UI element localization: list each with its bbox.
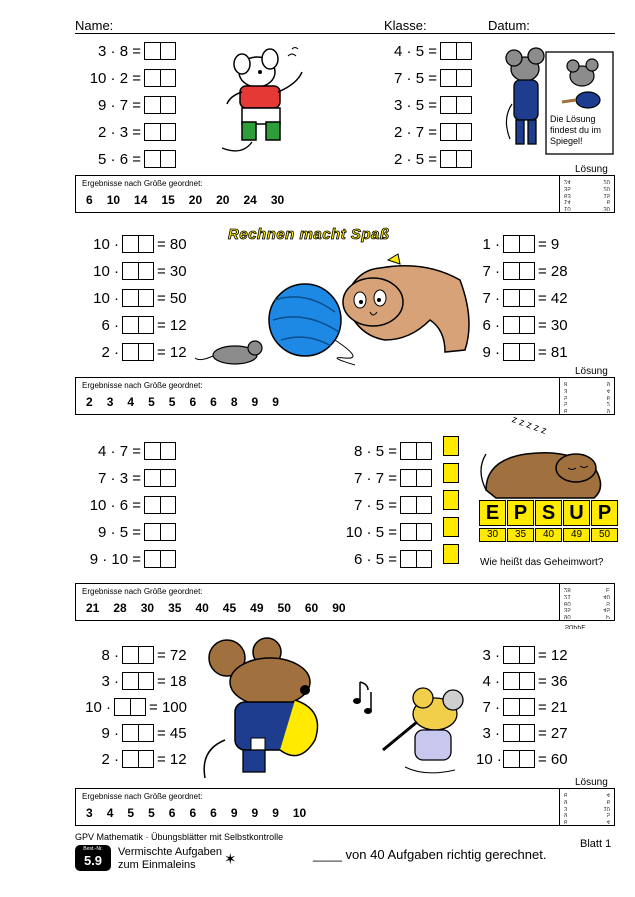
mirrored-solution xyxy=(559,584,614,620)
answer-input-boxes[interactable] xyxy=(503,316,535,334)
exercise-factor: 9 · xyxy=(482,343,500,361)
result-number: 8 xyxy=(230,395,238,409)
result-number: 6 xyxy=(189,806,197,820)
answer-input-boxes[interactable] xyxy=(122,750,154,768)
result-number: 6 xyxy=(210,395,217,409)
result-box-1 xyxy=(75,175,615,213)
answer-input-boxes[interactable] xyxy=(122,646,154,664)
result-number: 20 xyxy=(188,193,203,207)
order-number: 5.9 xyxy=(83,853,103,868)
exercise-row xyxy=(476,722,568,744)
result-number: 10 xyxy=(292,806,307,820)
exercise-factor: 3 · xyxy=(101,672,119,690)
exercise-row xyxy=(75,314,187,336)
code-box[interactable] xyxy=(443,436,459,456)
exercise-factor: 2 · xyxy=(101,750,119,768)
subtitle-line-1: Vermischte Aufgaben xyxy=(118,846,222,858)
exercise-row xyxy=(74,521,179,543)
sorted-results xyxy=(86,806,320,820)
exercise-factor: 3 · xyxy=(482,724,500,742)
exercise-row xyxy=(476,644,568,666)
answer-input-boxes[interactable] xyxy=(503,289,535,307)
exercise-factor: 1 · xyxy=(482,235,500,253)
exercise-product: = 12 xyxy=(157,316,187,334)
answer-input-boxes[interactable] xyxy=(144,442,176,460)
exercise-product: = 50 xyxy=(157,289,187,307)
solution-value: 2 xyxy=(606,400,610,407)
solution-value: 6 xyxy=(606,393,610,400)
exercise-row xyxy=(74,467,179,489)
result-number: 14 xyxy=(134,193,148,207)
result-box-3 xyxy=(75,583,615,621)
result-number: 45 xyxy=(222,601,237,615)
loesung-label-1: Lösung xyxy=(575,164,608,175)
exercise-row xyxy=(74,494,179,516)
exercise-row xyxy=(75,287,187,309)
solution-value: 5 xyxy=(564,393,568,400)
result-number: 5 xyxy=(148,395,155,409)
answer-input-boxes[interactable] xyxy=(440,150,472,168)
result-number: 5 xyxy=(168,395,176,409)
solution-value: 5 xyxy=(606,811,610,818)
answer-input-boxes[interactable] xyxy=(144,123,176,141)
exercise-text: 7 · 5 = xyxy=(394,69,437,87)
answer-input-boxes[interactable] xyxy=(122,316,154,334)
exercise-row xyxy=(380,40,475,62)
solution-value: 9 xyxy=(606,407,610,413)
klasse-label: Klasse: xyxy=(384,18,427,33)
answer-input-boxes[interactable] xyxy=(400,523,432,541)
result-number: 30 xyxy=(140,601,155,615)
answer-input-boxes[interactable] xyxy=(144,496,176,514)
score-line: ____ von 40 Aufgaben richtig gerechnet. xyxy=(313,847,547,862)
secret-letter: S xyxy=(535,500,562,526)
exercise-row xyxy=(74,67,179,89)
sorted-results xyxy=(86,395,293,409)
secret-letter-number: 50 xyxy=(591,528,618,542)
fun-title: Rechnen macht Spaß xyxy=(228,226,390,243)
exercise-row xyxy=(74,548,179,570)
order-number-badge xyxy=(75,845,111,871)
result-number: 35 xyxy=(168,601,182,615)
mouse-red-shirt-illustration xyxy=(212,44,322,164)
exercise-text: 9 · 7 = xyxy=(98,96,141,114)
exercise-row xyxy=(380,121,475,143)
result-number: 60 xyxy=(304,601,319,615)
result-caption: Ergebnisse nach Größe geordnet: xyxy=(82,587,203,596)
result-number: 9 xyxy=(272,395,279,409)
exercise-factor: 10 · xyxy=(476,750,502,768)
code-box[interactable] xyxy=(443,490,459,510)
exercise-text: 4 · 7 = xyxy=(98,442,141,460)
result-caption: Ergebnisse nach Größe geordnet: xyxy=(82,792,203,801)
solution-value: 9 xyxy=(606,379,610,386)
result-number: 6 xyxy=(86,193,93,207)
result-caption: Ergebnisse nach Größe geordnet: xyxy=(82,179,203,188)
exercise-product: = 45 xyxy=(157,724,187,742)
exercise-row xyxy=(330,467,435,489)
exercise-factor: 10 · xyxy=(93,235,119,253)
answer-input-boxes[interactable] xyxy=(440,123,472,141)
answer-input-boxes[interactable] xyxy=(440,42,472,60)
mirrored-solution-word: SUPPE xyxy=(565,623,586,629)
sleep-zzz: z z z z z xyxy=(510,414,548,437)
exercise-product: = 60 xyxy=(538,750,568,768)
answer-input-boxes[interactable] xyxy=(440,96,472,114)
exercise-row xyxy=(75,722,187,744)
exercise-row xyxy=(75,748,187,770)
sheet-label: Blatt 1 xyxy=(580,838,612,850)
answer-input-boxes[interactable] xyxy=(144,69,176,87)
exercise-product: = 72 xyxy=(157,646,187,664)
exercise-text: 9 · 10 = xyxy=(89,550,141,568)
exercise-factor: 6 · xyxy=(101,316,119,334)
exercise-text: 2 · 7 = xyxy=(394,123,437,141)
exercise-text: 6 · 5 = xyxy=(354,550,397,568)
result-caption: Ergebnisse nach Größe geordnet: xyxy=(82,381,203,390)
exercise-product: = 12 xyxy=(538,646,568,664)
solution-value: 20 xyxy=(603,177,610,184)
datum-label: Datum: xyxy=(488,18,530,33)
exercise-factor: 2 · xyxy=(101,343,119,361)
exercise-factor: 10 · xyxy=(93,289,119,307)
secret-letter: P xyxy=(591,500,618,526)
cat-yarn-illustration xyxy=(195,240,480,370)
exercise-row xyxy=(330,440,435,462)
exercise-product: = 27 xyxy=(538,724,568,742)
exercise-row xyxy=(75,644,187,666)
solution-value: 6 xyxy=(564,818,568,824)
secret-letter: E xyxy=(479,500,506,526)
answer-input-boxes[interactable] xyxy=(144,96,176,114)
mouse-saxophone-illustration xyxy=(195,630,335,780)
result-number: 5 xyxy=(148,806,155,820)
exercise-text: 7 · 5 = xyxy=(354,496,397,514)
secret-letter-number: 35 xyxy=(507,528,534,542)
exercise-row xyxy=(330,548,435,570)
exercise-row xyxy=(476,260,568,282)
result-number: 50 xyxy=(277,601,291,615)
sleeping-cat-illustration xyxy=(476,440,616,500)
exercise-product: = 18 xyxy=(157,672,187,690)
result-box-4 xyxy=(75,788,615,826)
exercise-text: 4 · 5 = xyxy=(394,42,437,60)
name-label: Name: xyxy=(75,18,114,33)
answer-input-boxes[interactable] xyxy=(400,469,432,487)
mouse-clarinet-illustration xyxy=(345,672,480,782)
subtitle-line-2: zum Einmaleins xyxy=(118,859,196,871)
exercise-product: = 36 xyxy=(538,672,568,690)
secret-word-question: Wie heißt das Geheimwort? xyxy=(480,557,604,568)
exercise-row xyxy=(74,121,179,143)
solution-value: 6 xyxy=(606,198,610,205)
solution-value: 9 xyxy=(564,811,568,818)
exercise-factor: 7 · xyxy=(482,262,500,280)
result-number: 21 xyxy=(86,601,100,615)
exercise-row xyxy=(476,314,568,336)
mirrored-solution xyxy=(559,378,614,414)
exercise-product: = 42 xyxy=(538,289,568,307)
answer-input-boxes[interactable] xyxy=(144,150,176,168)
exercise-factor: 7 · xyxy=(482,698,500,716)
exercise-product: = 100 xyxy=(149,698,187,716)
solution-value: 6 xyxy=(564,407,568,413)
solution-value: S xyxy=(605,599,610,606)
solution-value: 90 xyxy=(564,613,571,619)
answer-input-boxes[interactable] xyxy=(440,69,472,87)
exercise-factor: 6 · xyxy=(482,316,500,334)
result-number: 3 xyxy=(86,806,93,820)
mirror-hint-text: Die Lösung findest du im Spiegel! xyxy=(550,114,602,146)
solution-value: 60 xyxy=(564,599,571,606)
exercise-factor: 9 · xyxy=(101,724,119,742)
answer-input-boxes[interactable] xyxy=(400,550,432,568)
exercise-product: = 30 xyxy=(538,316,568,334)
exercise-product: = 12 xyxy=(157,343,187,361)
exercise-factor: 7 · xyxy=(482,289,500,307)
exercise-factor: 4 · xyxy=(482,672,500,690)
result-number: 9 xyxy=(251,395,259,409)
exercise-text: 2 · 3 = xyxy=(98,123,141,141)
exercise-row xyxy=(476,696,568,718)
exercise-factor: 10 · xyxy=(85,698,112,716)
sorted-results xyxy=(86,601,360,615)
result-number: 4 xyxy=(106,806,114,820)
result-number: 3 xyxy=(106,395,114,409)
answer-input-boxes[interactable] xyxy=(503,698,535,716)
answer-input-boxes[interactable] xyxy=(122,289,154,307)
mirrored-solution xyxy=(559,789,614,825)
secret-letter: P xyxy=(507,500,534,526)
sorted-results xyxy=(86,193,298,207)
exercise-row xyxy=(476,287,568,309)
answer-input-boxes[interactable] xyxy=(503,262,535,280)
answer-input-boxes[interactable] xyxy=(144,523,176,541)
answer-input-boxes[interactable] xyxy=(503,235,535,253)
answer-input-boxes[interactable] xyxy=(503,646,535,664)
result-number: 9 xyxy=(230,806,238,820)
exercise-row xyxy=(380,148,475,170)
exercise-text: 8 · 5 = xyxy=(354,442,397,460)
exercise-text: 7 · 7 = xyxy=(354,469,397,487)
loesung-label-4: Lösung xyxy=(575,777,608,788)
solution-value: 21 xyxy=(564,592,571,599)
result-number: 5 xyxy=(127,806,135,820)
exercise-product: = 12 xyxy=(157,750,187,768)
header-line xyxy=(75,33,615,34)
exercise-row xyxy=(476,670,568,692)
result-number: 10 xyxy=(106,193,121,207)
secret-letter-number: 49 xyxy=(563,528,590,542)
solution-value: 40 xyxy=(603,592,610,599)
result-number: 9 xyxy=(251,806,259,820)
exercise-text: 7 · 3 = xyxy=(98,469,141,487)
answer-input-boxes[interactable] xyxy=(122,343,154,361)
answer-input-boxes[interactable] xyxy=(114,698,146,716)
exercise-text: 10 · 2 = xyxy=(89,69,141,87)
solution-value: 4 xyxy=(606,818,610,824)
solution-value: 10 xyxy=(564,205,571,211)
solution-value: 5 xyxy=(564,400,568,407)
code-box[interactable] xyxy=(443,517,459,537)
result-number: 6 xyxy=(210,806,217,820)
exercise-row xyxy=(380,94,475,116)
exercise-product: = 30 xyxy=(157,262,187,280)
solution-value: 3 xyxy=(564,386,568,393)
answer-input-boxes[interactable] xyxy=(503,724,535,742)
answer-input-boxes[interactable] xyxy=(122,235,154,253)
answer-input-boxes[interactable] xyxy=(144,42,176,60)
solution-value: 28 xyxy=(564,585,571,592)
solution-value: 20 xyxy=(603,184,610,191)
solution-value: 8 xyxy=(564,379,568,386)
answer-input-boxes[interactable] xyxy=(144,550,176,568)
answer-input-boxes[interactable] xyxy=(503,672,535,690)
exercise-product: = 28 xyxy=(538,262,568,280)
exercise-factor: 8 · xyxy=(101,646,119,664)
exercise-factor: 10 · xyxy=(93,262,119,280)
exercise-factor: 3 · xyxy=(482,646,500,664)
star-icon: ✶ xyxy=(224,851,237,868)
result-number: 9 xyxy=(272,806,279,820)
solution-value: E xyxy=(605,585,610,592)
answer-input-boxes[interactable] xyxy=(122,724,154,742)
result-number: 20 xyxy=(216,193,230,207)
exercise-row xyxy=(75,696,187,718)
exercise-row xyxy=(476,233,559,255)
solution-value: 35 xyxy=(564,606,571,613)
exercise-text: 10 · 5 = xyxy=(345,523,397,541)
result-number: 30 xyxy=(270,193,285,207)
solution-value: 3 xyxy=(564,804,568,811)
exercise-product: = 21 xyxy=(538,698,568,716)
exercise-text: 9 · 5 = xyxy=(98,523,141,541)
answer-input-boxes[interactable] xyxy=(503,343,535,361)
solution-value: P xyxy=(605,613,610,619)
exercise-row xyxy=(330,521,435,543)
result-number: 6 xyxy=(168,806,176,820)
result-number: 24 xyxy=(243,193,257,207)
result-number: 49 xyxy=(250,601,264,615)
result-number: 15 xyxy=(161,193,175,207)
exercise-row xyxy=(74,40,179,62)
solution-value: 14 xyxy=(564,198,571,205)
solution-value: 4 xyxy=(606,790,610,797)
answer-input-boxes[interactable] xyxy=(400,442,432,460)
exercise-text: 5 · 6 = xyxy=(98,150,141,168)
order-number-label: Best.-Nr. xyxy=(83,846,103,852)
exercise-product: = 9 xyxy=(538,235,560,253)
exercise-row xyxy=(380,67,475,89)
solution-value: 15 xyxy=(603,191,610,198)
exercise-row xyxy=(476,748,568,770)
code-box[interactable] xyxy=(443,544,459,564)
result-box-2 xyxy=(75,377,615,415)
solution-value: 6 xyxy=(564,790,568,797)
answer-input-boxes[interactable] xyxy=(144,469,176,487)
exercise-text: 3 · 8 = xyxy=(98,42,141,60)
exercise-row xyxy=(75,233,187,255)
secret-letter-number: 40 xyxy=(535,528,562,542)
series-title: GPV Mathematik · Übungsblätter mit Selbstkontrolle xyxy=(75,832,284,842)
exercise-row xyxy=(75,260,187,282)
exercise-row xyxy=(75,341,187,363)
mirrored-solution xyxy=(559,176,614,212)
exercise-product: = 81 xyxy=(538,343,568,361)
result-number: 2 xyxy=(86,395,93,409)
solution-value: 24 xyxy=(564,177,571,184)
solution-value: 45 xyxy=(603,606,610,613)
solution-value: 9 xyxy=(564,797,568,804)
exercise-text: 2 · 5 = xyxy=(394,150,437,168)
exercise-row xyxy=(74,148,179,170)
answer-input-boxes[interactable] xyxy=(122,672,154,690)
secret-letter: U xyxy=(563,500,590,526)
exercise-text: 10 · 6 = xyxy=(89,496,141,514)
answer-input-boxes[interactable] xyxy=(122,262,154,280)
exercise-row xyxy=(476,341,568,363)
exercise-row xyxy=(74,440,179,462)
result-number: 40 xyxy=(195,601,209,615)
result-number: 6 xyxy=(189,395,197,409)
solution-value: 35 xyxy=(564,184,571,191)
exercise-row xyxy=(74,94,179,116)
loesung-label-2: Lösung xyxy=(575,366,608,377)
result-number: 28 xyxy=(113,601,127,615)
exercise-row xyxy=(330,494,435,516)
solution-value: 63 xyxy=(564,191,571,198)
answer-input-boxes[interactable] xyxy=(503,750,535,768)
exercise-row xyxy=(75,670,187,692)
exercise-product: = 80 xyxy=(157,235,187,253)
code-box[interactable] xyxy=(443,463,459,483)
result-number: 90 xyxy=(332,601,346,615)
solution-value: 4 xyxy=(606,386,610,393)
exercise-text: 3 · 5 = xyxy=(394,96,437,114)
solution-value: 10 xyxy=(603,804,610,811)
answer-input-boxes[interactable] xyxy=(400,496,432,514)
solution-value: 6 xyxy=(606,797,610,804)
solution-value: 30 xyxy=(603,205,610,211)
result-number: 4 xyxy=(127,395,135,409)
secret-letter-number: 30 xyxy=(479,528,506,542)
